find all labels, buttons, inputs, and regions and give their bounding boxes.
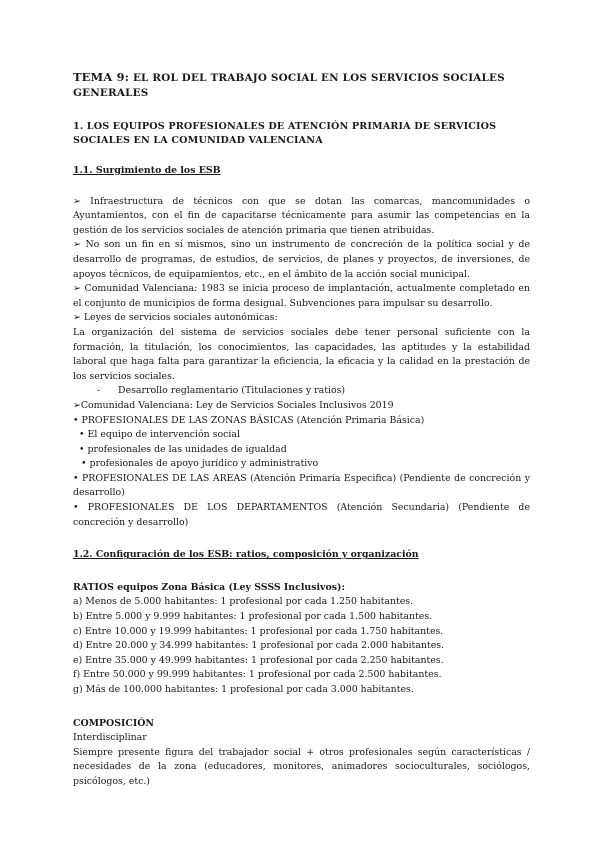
composicion-subtitle: Interdisciplinar bbox=[73, 732, 147, 744]
list-item-areas: • PROFESIONALES DE LAS AREAS (Atención Primaria Especifica) (Pendiente de concreción y desarrollo) bbox=[73, 472, 530, 499]
ratio-item: c) Entre 10.000 y 19.999 habitantes: 1 profesional por cada 1.750 habitantes. bbox=[73, 625, 444, 637]
paragraph-organizacion: La organización del sistema de servicios sociales debe tener personal suficiente con la formación, la titulación, los conocimientos, las capacidades, las aptitudes y la estabilidad laboral que haga falta para garantizar la eficiencia, la eficacia y la calidad en la prestación de los servicios sociales. bbox=[73, 326, 530, 382]
list-item-apoyo-juridico: • profesionales de apoyo jurídico y administrativo bbox=[81, 458, 319, 470]
ratio-item: f) Entre 50.000 y 99.999 habitantes: 1 profesional por cada 2.500 habitantes. bbox=[73, 669, 442, 681]
list-item-unidades-igualdad: • profesionales de las unidades de igualdad bbox=[79, 443, 287, 455]
ratios-heading: RATIOS equipos Zona Básica (Ley SSSS Inclusivos): bbox=[73, 581, 345, 593]
ratio-item: a) Menos de 5.000 habitantes: 1 profesional por cada 1.250 habitantes. bbox=[73, 596, 414, 608]
ratio-item: g) Más de 100.000 habitantes: 1 profesional por cada 3.000 habitantes. bbox=[73, 684, 414, 695]
list-item-zonas-basicas: • PROFESIONALES DE LAS ZONAS BÁSICAS (Atención Primaria Básica) bbox=[73, 414, 425, 426]
composicion-text: Siempre presente figura del trabajador social + otros profesionales según características / necesidades de la zona (educadores, monitores, animadores socioculturales, sociólogos, psicólogos, etc.) bbox=[73, 746, 530, 787]
paragraph-instrumento: ➢ No son un fin en sí mismos, sino un instrumento de concreción de la política social y de desarrollo de programas, de estudios, de servicios, de planes y proyectos, de inversiones, de apoyos técnicos, de equipamientos, etc., en el ámbito de la acción social municipal. bbox=[73, 239, 530, 280]
tema-number: TEMA 9: bbox=[73, 70, 130, 84]
paragraph-infraestructura: ➢ Infraestructura de técnicos con que se dotan las comarcas, mancomunidades o Ayuntamientos, con el fin de capacitarse técnicamente para asumir las competencias en la gestión de los servicios sociales de atención primaria que tienen atribuidas. bbox=[73, 195, 530, 236]
dash-item-desarrollo: - Desarrollo reglamentario (Titulaciones y ratios) bbox=[97, 385, 346, 397]
list-item-equipo-intervencion: • El equipo de intervención social bbox=[79, 429, 240, 441]
section-1-heading: 1. LOS EQUIPOS PROFESIONALES DE ATENCIÓN PRIMARIA DE SERVICIOS SOCIALES EN LA COMUNIDAD VALENCIANA bbox=[73, 121, 497, 146]
composicion-heading: COMPOSICIÓN bbox=[73, 717, 154, 729]
ratio-item: e) Entre 35.000 y 49.999 habitantes: 1 profesional por cada 2.250 habitantes. bbox=[73, 654, 444, 666]
paragraph-comunidad-valenciana: ➢ Comunidad Valenciana: 1983 se inicia proceso de implantación, actualmente completado en el conjunto de municipios de forma desigual. Subvenciones para impulsar su desarrollo. bbox=[73, 283, 530, 309]
section-1-1-heading: 1.1. Surgimiento de los ESB bbox=[73, 165, 221, 176]
paragraph-leyes: ➢ Leyes de servicios sociales autonómicas: bbox=[73, 312, 278, 324]
tema-title: EL ROL DEL TRABAJO SOCIAL EN LOS SERVICIOS SOCIALES GENERALES bbox=[73, 72, 505, 99]
list-item-departamentos: • PROFESIONALES DE LOS DEPARTAMENTOS (Atención Secundaria) (Pendiente de concreción y desarrollo) bbox=[73, 502, 530, 528]
ratio-item: d) Entre 20.000 y 34.999 habitantes: 1 profesional por cada 2.000 habitantes. bbox=[73, 640, 445, 652]
ratio-item: b) Entre 5.000 y 9.999 habitantes: 1 profesional por cada 1.500 habitantes. bbox=[73, 611, 433, 623]
tema-heading bbox=[73, 70, 530, 101]
section-1-2-heading: 1.2. Configuración de los ESB: ratios, composición y organización bbox=[73, 549, 419, 561]
paragraph-ley-2019: ➢Comunidad Valenciana: Ley de Servicios Sociales Inclusivos 2019 bbox=[73, 399, 394, 411]
